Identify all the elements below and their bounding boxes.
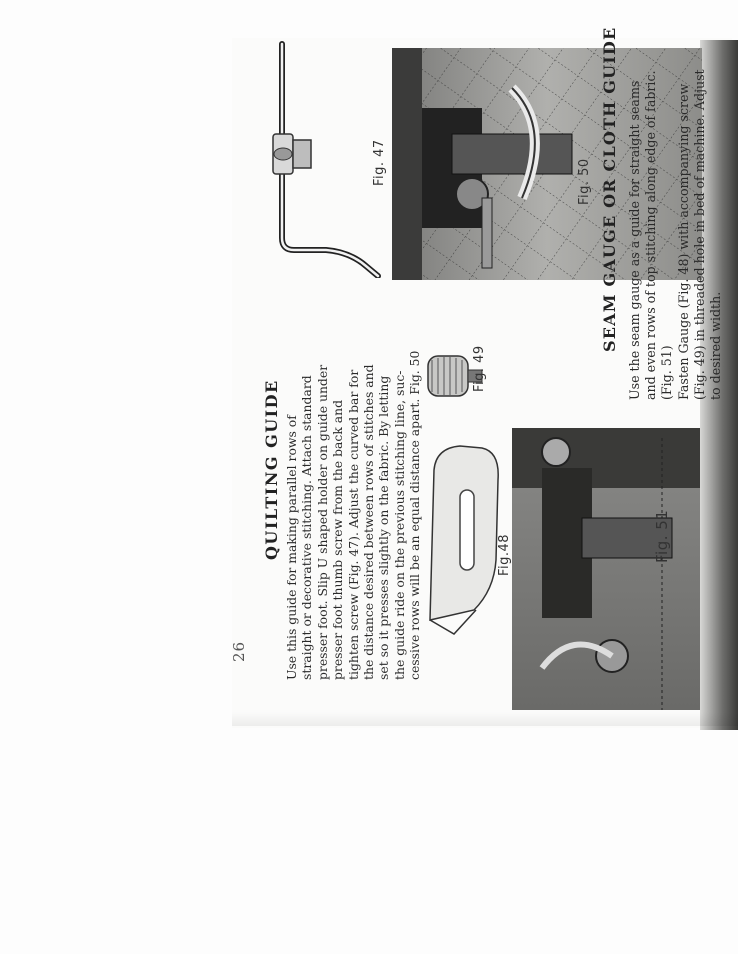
quilting-guide-illustration xyxy=(268,38,386,278)
figure-48-caption: Fig.48 xyxy=(497,533,512,576)
figure-51-photo xyxy=(512,428,700,710)
quilting-line: tighten screw (Fig. 47). Adjust the curved bar for xyxy=(345,369,361,680)
seam-gauge-line: (Fig. 49) in threaded hole in bed of machine. Adjust xyxy=(691,69,707,400)
quilting-guide-body xyxy=(284,351,423,680)
quilting-line: Use this guide for making parallel rows of xyxy=(284,415,299,680)
figure-50-caption: Fig. 50 xyxy=(577,158,592,205)
figure-51-caption: Fig. 51 xyxy=(653,509,671,563)
seam-gauge-line: (Fig. 51) xyxy=(659,345,675,400)
quilting-line: set so it presses slightly on the fabric. By letting xyxy=(376,375,392,680)
figure-47-caption: Fig. 47 xyxy=(372,139,387,186)
quilting-line: the distance desired between rows of stitches and xyxy=(360,364,376,680)
seam-gauge-line: Fasten Gauge (Fig. 48) with accompanying screw xyxy=(675,83,691,400)
page-number: 26 xyxy=(230,640,248,662)
quilting-guide-title: QUILTING GUIDE xyxy=(262,379,281,560)
seam-gauge-line: Use the seam gauge as a guide for straight seams xyxy=(627,80,642,400)
quilting-line: straight or decorative stitching. Attach standard xyxy=(299,375,315,680)
quilting-line: cessive rows will be an equal distance apart. Fig. 50 xyxy=(407,350,423,680)
quilting-line: presser foot. Slip U shaped holder on guide under xyxy=(314,364,330,680)
quilting-line: the guide ride on the previous stitching line, suc- xyxy=(391,370,407,680)
seam-gauge-line: and even rows of top stitching along edge of fabric. xyxy=(643,70,659,400)
seam-gauge-line: to desired width. xyxy=(707,291,723,400)
seam-gauge-title: SEAM GAUGE OR CLOTH GUIDE xyxy=(600,26,619,352)
quilting-line: presser foot thumb screw from the back and xyxy=(330,399,346,680)
seam-gauge-body xyxy=(627,69,724,400)
figure-48-seam-gauge xyxy=(424,440,504,636)
figure-49-caption: Fig. 49 xyxy=(472,345,487,392)
page-edge-shadow xyxy=(232,712,738,726)
